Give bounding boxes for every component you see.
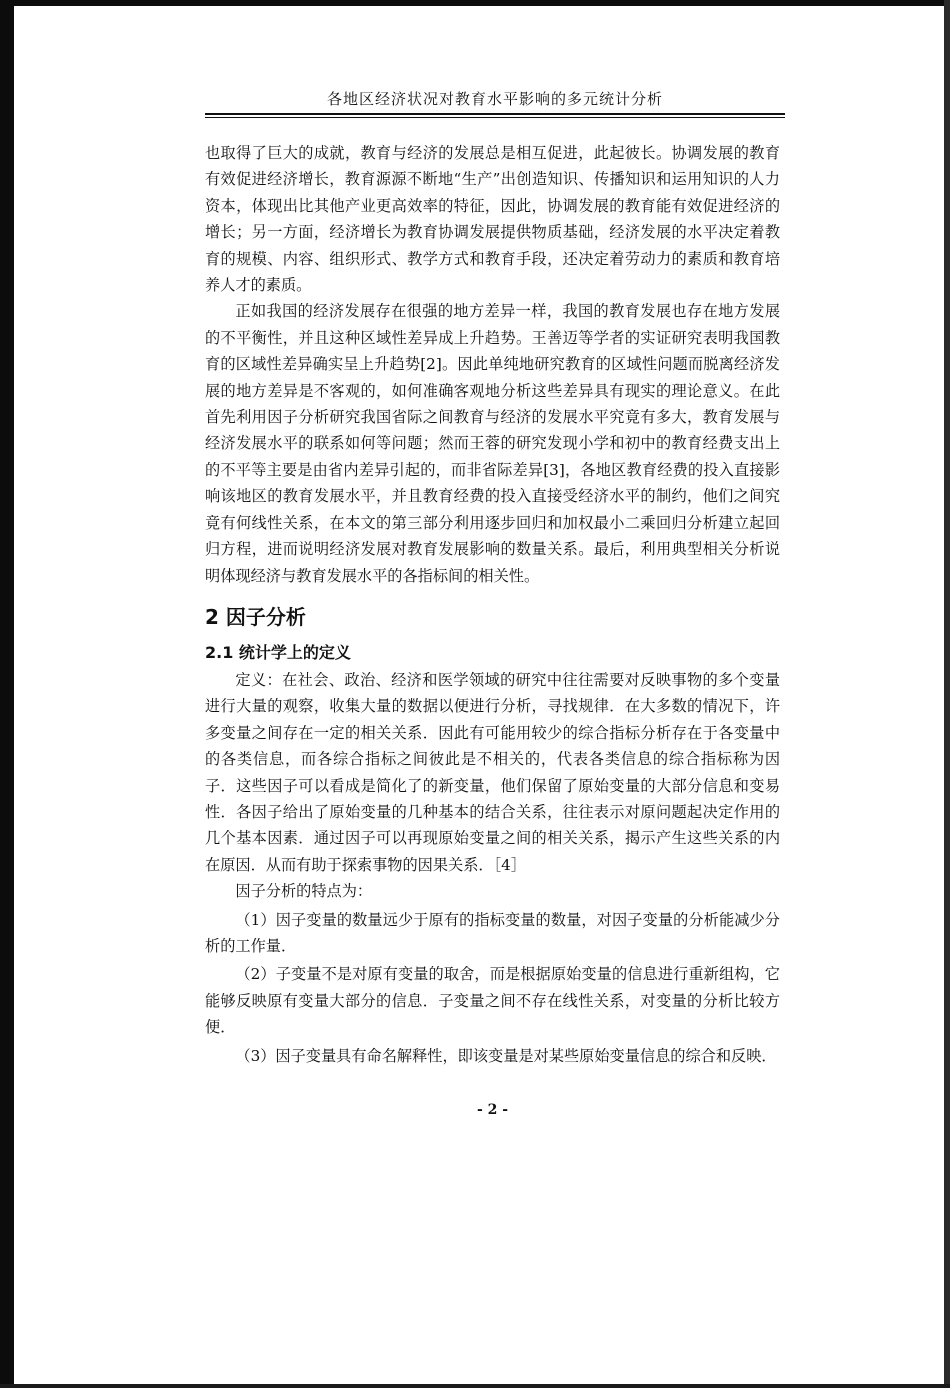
feature-item-2: （2）子变量不是对原有变量的取舍，而是根据原始变量的信息进行重新组构，它能够反映原有变量大部分的信息．子变量之间不存在线性关系，对变量的分析比较方便．: [205, 965, 780, 1037]
paragraph-regional-differences: 正如我国的经济发展存在很强的地方差异一样，我国的教育发展也存在地方发展的不平衡性，并且这种区域性差异成上升趋势。王善迈等学者的实证研究表明我国教育的区域性差异确实呈上升趋势[2]。因此单纯地研究教育的区域性问题而脱离经济发展的地方差异是不客观的，如何准确客观地分析这些差异具有现实的理论意义。在此首先利用因子分析研究我国省际之间教育与经济的发展水平究竟有多大，教育发展与经济发展水平的联系如何等问题；然而王蓉的研究发现小学和初中的教育经费支出上的不平等主要是由省内差异引起的，而非省际差异[3]，各地区教育经费的投入直接影响该地区的教育发展水平，并且教育经费的投入直接受经济水平的制约，他们之间究竟有何线性关系，在本文的第三部分利用逐步回归和加权最小二乘回归分析建立起回归方程，进而说明经济发展对教育发展影响的数量关系。最后，利用典型相关分析说明体现经济与教育发展水平的各指标间的相关性。: [205, 302, 780, 585]
feature-item-3: （3）因子变量具有命名解释性，即该变量是对某些原始变量信息的综合和反映．: [235, 1046, 777, 1065]
header-rule: [205, 113, 785, 115]
features-intro: 因子分析的特点为：: [235, 882, 373, 901]
scan-border-left: [0, 0, 14, 1388]
scan-border-top: [0, 0, 950, 6]
page-body: [205, 140, 780, 1069]
running-header: 各地区经济状况对教育水平影响的多元统计分析: [326, 90, 663, 108]
section-heading: 2 因子分析: [205, 604, 306, 629]
feature-item-1: （1）因子变量的数量远少于原有的指标变量的数量，对因子变量的分析能减少分析的工作量．: [205, 910, 780, 955]
scan-border-bottom: [0, 1384, 950, 1388]
page-number: - 2 -: [476, 1102, 509, 1118]
subsection-heading: 2.1 统计学上的定义: [205, 642, 351, 662]
header-rule-thin: [205, 117, 785, 118]
scan-border-right: [944, 0, 950, 1388]
paragraph-definition: 定义：在社会、政治、经济和医学领域的研究中往往需要对反映事物的多个变量进行大量的观察，收集大量的数据以便进行分析，寻找规律．在大多数的情况下，许多变量之间存在一定的相关关系．因此有可能用较少的综合指标分析存在于各变量中的各类信息，而各综合指标之间彼此是不相关的，代表各类信息的综合指标称为因子．这些因子可以看成是简化了的新变量，他们保留了原始变量的大部分信息和变易性．各因子给出了原始变量的几种基本的结合关系，往往表示对原问题起决定作用的几个基本因素．通过因子可以再现原始变量之间的相关关系，揭示产生这些关系的内在原因．从而有助于探索事物的因果关系．［4］: [205, 670, 780, 874]
paragraph-continuation: 也取得了巨大的成就，教育与经济的发展总是相互促进，此起彼长。协调发展的教育有效促进经济增长，教育源源不断地“生产”出创造知识、传播知识和运用知识的人力资本，体现出比其他产业更高效率的特征，因此，协调发展的教育能有效促进经济的增长；另一方面，经济增长为教育协调发展提供物质基础，经济发展的水平决定着教育的规模、内容、组织形式、教学方式和教育手段，还决定着劳动力的素质和教育培养人才的素质。: [205, 144, 780, 295]
